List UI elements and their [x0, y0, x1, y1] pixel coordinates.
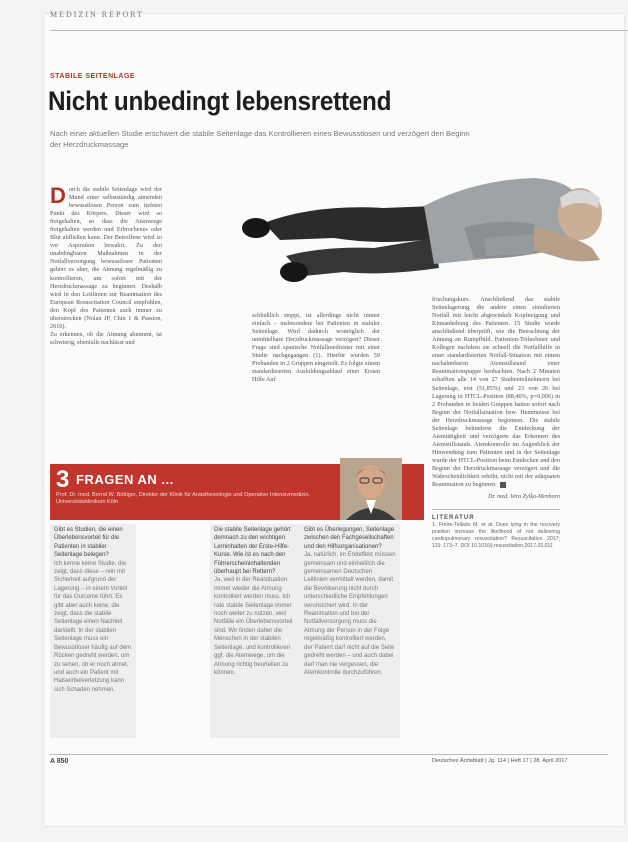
- question-3: Gibt es Überlegungen, Seitenlage zwischen den Fachgesellschaften und den Hilfsorganisationen?: [304, 527, 395, 550]
- answer-2: Ja, weil in der Realsituation immer wieder die Atmung kontrolliert werden muss. Ich rate stabile Seitenlage immer noch weiter zu nutzen, weil Notfälle ein Überlebensvorteil sind. Wir finden daher die Menschen in der stabilen Seitenlage, und kontrollieren ggf. die Atemwege, um die Atmung richtig beurteilen zu können.: [214, 577, 293, 676]
- interview-subtitle: Prof. Dr. med. Bernd W. Böttiger, Direktor der Klinik für Anästhesiologie und Operative Intensivmedizin, Universitätsklinikum Köln: [56, 492, 311, 505]
- article-column-1-text: urch die stabile Seitenlage wird der Mund einer selbstständig atmenden bewusstlosen Person zum tiefsten Punkt des Körpers. Dieser wird so freigehalten, so dass die Atemwege freigehalten werden und Erbrochenes oder Blut abfließen kann. Der Betroffene wird so vor Aspiration bewahrt. Zu den unabdingbaren Maßnahmen in der Notfallversorgung bewusstloser Patienten gehört es aber, die Atmung regelmäßig zu kontrollieren, um sofort mit der Herzdruckmassage zu beginnen. Deshalb wird in den Leitlinien zur Reanimation des European Resuscitation Council empfohlen, den Kopf des Patienten auch immer zu überstrecken (Nolan JP, Chin 1 & Passion, 2010).: [50, 186, 162, 330]
- answer-3: Ja, natürlich, im Endeffekt müssen gemeinsam und einheitlich die gemeinsamen Deutschen Leitlinien vermittelt werden, damit die Bevölkerung nicht durch unterschiedliche Empfehlungen verunsichert wird. In der Reanimation und bei der Notfallversorgung muss die Atmung der Person in der Folge regelmäßig kontrolliert werden, der Patient darf nicht auf die Seite gedreht werden – und auch dabei darf man nie vergessen, die Atemkontrolle durchzuführen.: [304, 552, 396, 676]
- article-kicker: STABILE SEITENLAGE: [50, 73, 136, 80]
- article-column-2: [252, 312, 380, 447]
- dropcap: D: [50, 186, 66, 208]
- interview-column-2: [210, 524, 302, 738]
- interview-column-1: [50, 524, 136, 738]
- article-author: Dr. med. Vera Zylka-Menhorn: [488, 494, 560, 501]
- interview-column-3: [300, 524, 400, 738]
- interview-title: FRAGEN AN ...: [76, 472, 174, 487]
- article-column-3-text: frischungskurs. Anschließend das stabile Seitenlagerung, die andere einen simulierten Notfall mit leicht abgewinkelt Kopfneigung und Kinnanhebung des Patienten. 15 Studie wurde anschließend überprüft, wie die Betrachtung der Atmung an Rumpfbild. Patienten-Teilnehmer und Kollegen nachdem sie schnell die Notfallhilfe in einer standardisierten Notfall-Situation mit einem nachahmbaren Atemstillstand einer Reanimationspuppe beobachten. Nach 2 Minuten schafften alle 14 von 27 Studienteilnehmern bei Seitenlage, erst (51,85%) und 23 von 26 bei Lagerung in HTCL-Position (88,46%, p=0,006) in 2 Probanden in beiden Gruppen hatten sofort nach Beginn der Notfallsituation bzw. Hemmnisse bei der Herzdruckmassage begonnen. Die stabile Seitenlage behinderte die Entdeckung der Atemtätigkeit und verzögerte das Erkennen des Atemstillstands. Atemkontrolle im Augenblick der Hinwendung zum Patienten und in der Seitenlage wurde der HTCL-Position beim Entdecken und den Beginn der Herzdruckmassage verzögert und die Wahrscheinlichkeit erhöht, nicht mit der adäquaten Reanimation zu beginnen.: [432, 296, 560, 489]
- footer-divider: [50, 754, 608, 755]
- article-column-2-text: schließlich stoppt, ist allerdings nicht immer einfach – insbesondere bei Patienten in stabiler Seitenlage. Wird dadurch womöglich der unmittelbare Herzdruckmassage verzögert? Dieser Frage sind spanische Notfallmediziner mit einer Studie nachgegangen (1). Hierfür wurden 59 Probanden in 2 Gruppen eingeteilt. Es folgte einem standardisierten Ausbildungsablauf einer Ersten Hilfe Auf: [252, 312, 380, 384]
- page-number: A 850: [50, 758, 69, 765]
- section-rubric: MEDIZIN REPORT: [50, 10, 144, 19]
- end-mark-icon: [500, 482, 506, 488]
- literature-item: 1. Freire-Tellado M, et al: Does lying in the recovery position increase the likelihood of not delivering cardiopulmonary resuscitation? Resuscitation 2017; 115: 173–7. DOI 10.1016/j.resuscitation.2017.03.011: [432, 522, 560, 550]
- article-subtitle: Nach einer aktuellen Studie erschwert die stabile Seitenlage das Kontrollieren eines Bewusstlosen und verzögert den Beginn der Herzdruckmassage: [50, 129, 470, 149]
- question-1: Gibt es Studien, die einen Überlebensvorteil für die Patienten in stabiler Seitenlage belegen?: [54, 527, 123, 559]
- interview-number: 3: [56, 466, 70, 493]
- rubric-divider: [50, 30, 628, 31]
- interviewee-portrait: [340, 458, 402, 520]
- answer-1: Ich kenne keine Studie, die zeigt, dass diese – rein mit Sicherheit aufgrund der Lagerung – in einem Vorteil für das Outcome führt. Es gibt aber auch keine, die zeigt, dass die stabile Seitenlage einen Nachteil darstellt. In der stabilen Seitenlage muss ein Bewusstloser häufig auf dem Rücken gedreht werden, um zu sehen, ob er noch atmet, und auch ein Patient mit Halswirbelverletzung kann sich Schaden nehmen.: [54, 560, 132, 693]
- article-column-3: [432, 296, 560, 666]
- journal-reference: Deutsches Ärzteblatt | Jg. 114 | Heft 17 | 28. April 2017: [432, 758, 568, 764]
- article-column-1-text-2: Zu erkennen, ob die Atmung abnimmt, ist schwierig, ebenfalls nachlässt und: [50, 330, 162, 346]
- recovery-position-illustration: [234, 168, 606, 308]
- article-column-1: [50, 186, 162, 446]
- question-2: Die stabile Seitenlage gehört demnach zu den wichtigen Lerninhalten der Erste-Hilfe-Kurse. Wie ist es nach den Führerscheininhaltenden überhaupt bei Rettern?: [214, 527, 291, 576]
- article-headline: Nicht unbedingt lebensrettend: [48, 86, 392, 116]
- literature-heading: LITERATUR: [432, 509, 560, 522]
